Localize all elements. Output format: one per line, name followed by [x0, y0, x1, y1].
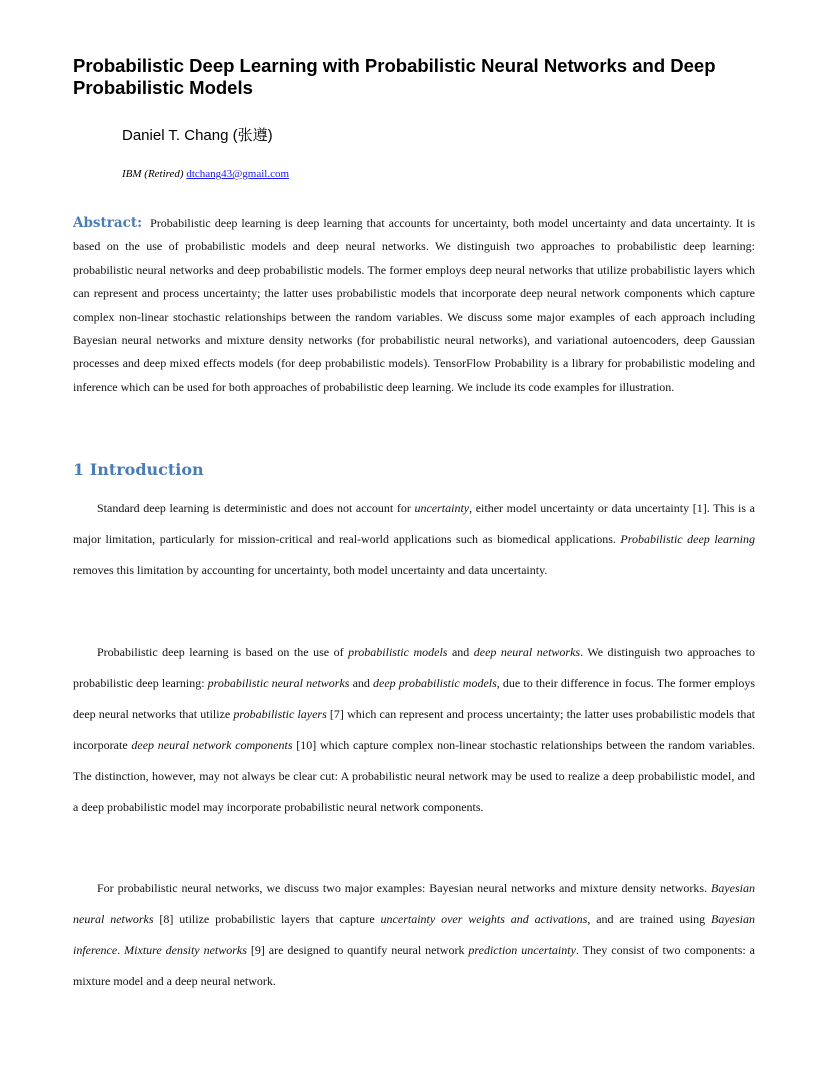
- abstract-label: Abstract:: [73, 215, 143, 231]
- text-run: [8] utilize probabilistic layers that capture: [153, 912, 381, 926]
- text-run: Standard deep learning is deterministic and does not account for: [97, 501, 415, 515]
- emphasis: prediction uncertainty: [468, 943, 576, 957]
- abstract-text: Probabilistic deep learning is deep learning that accounts for uncertainty, both model uncertainty and data uncertainty. It is based on the use of probabilistic models and deep neural networks. We distinguish two approaches to probabilistic deep learning: probabilistic neural networks and deep probabilistic models. The former employs deep neural networks that utilize probabilistic layers which can represent and process uncertainty; the latter uses probabilistic models that incorporate deep neural network components which capture complex non-linear stochastic relationships between the random variables. We discuss some major examples of each approach including Bayesian neural networks and mixture density networks (for probabilistic neural networks), and variational autoencoders, deep Gaussian processes and deep mixed effects models (for deep probabilistic models). TensorFlow Probability is a library for probabilistic modeling and inference which can be used for both approaches of probabilistic deep learning. We include its code examples for illustration.: [73, 216, 756, 394]
- emphasis: deep neural networks: [473, 645, 581, 659]
- text-run: [9] are designed to quantify neural network: [246, 943, 469, 957]
- emphasis: uncertainty: [414, 501, 470, 515]
- text-run: . We distinguish two approaches to probabilistic deep learning:: [73, 645, 756, 690]
- text-run: , due to their difference in focus. The former employs deep neural networks that utilize: [73, 676, 755, 721]
- abstract: [73, 212, 755, 399]
- emphasis: Bayesian inference: [73, 912, 755, 957]
- emphasis: deep neural network components: [131, 738, 293, 752]
- emphasis: probabilistic layers: [233, 707, 327, 721]
- text-run: [7] which can represent and process uncertainty; the latter uses probabilistic models that incorporate: [73, 707, 755, 752]
- author-email-link[interactable]: dtchang43@gmail.com: [186, 168, 290, 180]
- paper-title: Probabilistic Deep Learning with Probabilistic Neural Networks and Deep Probabilistic Models: [73, 55, 716, 98]
- emphasis: probabilistic neural networks: [207, 676, 350, 690]
- intro-paragraph-3: [73, 873, 755, 997]
- text-run: . They consist of two components: a mixture model and a deep neural network.: [73, 943, 756, 988]
- text-run: and: [349, 676, 374, 690]
- text-run: , either model uncertainty or data uncertainty [1]. This is a major limitation, particularly for mission-critical and real-world applications such as biomedical applications.: [73, 501, 755, 546]
- emphasis: Probabilistic deep learning: [620, 532, 755, 546]
- emphasis: deep probabilistic models: [373, 676, 497, 690]
- affiliation-org: IBM (Retired): [122, 168, 184, 180]
- emphasis: Bayesian neural networks: [73, 881, 755, 926]
- text-run: removes this limitation by accounting for uncertainty, both model uncertainty and data uncertainty.: [73, 563, 548, 577]
- intro-paragraph-2: [73, 637, 755, 823]
- intro-paragraph-1: [73, 493, 755, 586]
- emphasis: uncertainty over weights and activations: [380, 912, 588, 926]
- text-run: [10] which capture complex non-linear stochastic relationships between the random variables. The distinction, however, may not always be clear cut: A probabilistic neural network may be used to realize a deep probabilistic model, and a deep probabilistic model may incorporate probabilistic neural network components.: [73, 738, 756, 814]
- emphasis: probabilistic models: [348, 645, 448, 659]
- author-name: Daniel T. Chang (张遵): [122, 127, 273, 144]
- text-run: , and are trained using: [587, 912, 711, 926]
- text-run: For probabilistic neural networks, we discuss two major examples: Bayesian neural networks and mixture density networks.: [97, 881, 711, 895]
- affiliation: [122, 168, 289, 180]
- text-run: .: [117, 943, 125, 957]
- emphasis: Mixture density networks: [124, 943, 247, 957]
- text-run: and: [447, 645, 474, 659]
- text-run: Probabilistic deep learning is based on the use of: [97, 645, 349, 659]
- section-heading: 1 Introduction: [73, 460, 204, 479]
